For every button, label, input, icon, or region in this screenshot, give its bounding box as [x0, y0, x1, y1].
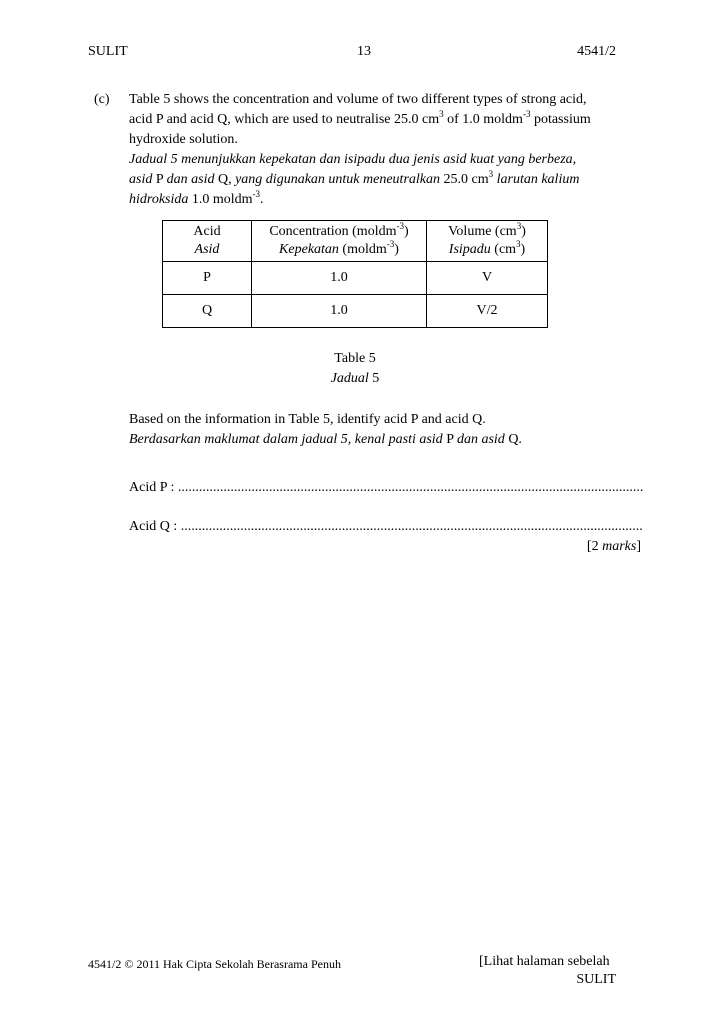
question-en-line-1: Table 5 shows the concentration and volume of two different types of strong acid,: [129, 92, 587, 107]
header-volume: Volume $(cm^3)$ Isipadu $(cm^3)$: [427, 221, 548, 262]
instruction-en: Based on the information in Table 5, identify acid P and acid Q.: [129, 412, 486, 427]
cell-acid: P: [163, 262, 252, 295]
table-row: [163, 295, 548, 328]
question-ms-line-3: hidroksida 1.0 moldm$^{-3}$.: [129, 189, 264, 207]
page-number: 13: [357, 44, 371, 59]
question-ms-line-2: asid P dan asid Q, yang digunakan untuk meneutralkan 25.0 $cm^3$ larutan kalium: [129, 169, 580, 187]
header-sulit: SULIT: [88, 44, 128, 59]
answer-acid-p[interactable]: Acid P : .....................................................................................................................................: [129, 480, 644, 495]
question-label: (c): [94, 92, 110, 107]
answer-acid-q[interactable]: Acid Q : ....................................................................................................................................: [129, 519, 643, 534]
paper-code: 4541/2: [577, 44, 616, 59]
cell-volume: V/2: [427, 295, 548, 328]
table-header-row: [163, 221, 548, 262]
marks-indicator: [2 marks]: [586, 539, 641, 554]
cell-concentration: 1.0: [252, 262, 427, 295]
instruction-ms: Berdasarkan maklumat dalam jadual 5, kenal pasti asid P dan asid Q.: [129, 432, 522, 447]
acid-table: [162, 220, 548, 328]
cell-acid: Q: [163, 295, 252, 328]
question-en-line-2: acid P and acid Q, which are used to neutralise 25.0 $cm^3$ of 1.0 moldm$^{-3}$ potassium: [129, 109, 591, 127]
footer-next-page: [Lihat halaman sebelah: [479, 954, 610, 969]
question-en-line-3: hydroxide solution.: [129, 132, 238, 147]
table-caption-en: Table 5: [334, 351, 376, 366]
footer-sulit: SULIT: [576, 972, 616, 987]
table-caption-ms: Jadual 5: [330, 371, 380, 386]
cell-concentration: 1.0: [252, 295, 427, 328]
footer-copyright: 4541/2 © 2011 Hak Cipta Sekolah Berasrama Penuh: [88, 957, 341, 971]
question-ms-line-1: Jadual 5 menunjukkan kepekatan dan isipadu dua jenis asid kuat yang berbeza,: [129, 152, 577, 167]
cell-volume: V: [427, 262, 548, 295]
header-acid: Acid Asid: [163, 221, 252, 262]
header-concentration: Concentration (moldm$^{-3}$) Kepekatan (moldm$^{-3}$): [252, 221, 427, 262]
table-row: [163, 262, 548, 295]
